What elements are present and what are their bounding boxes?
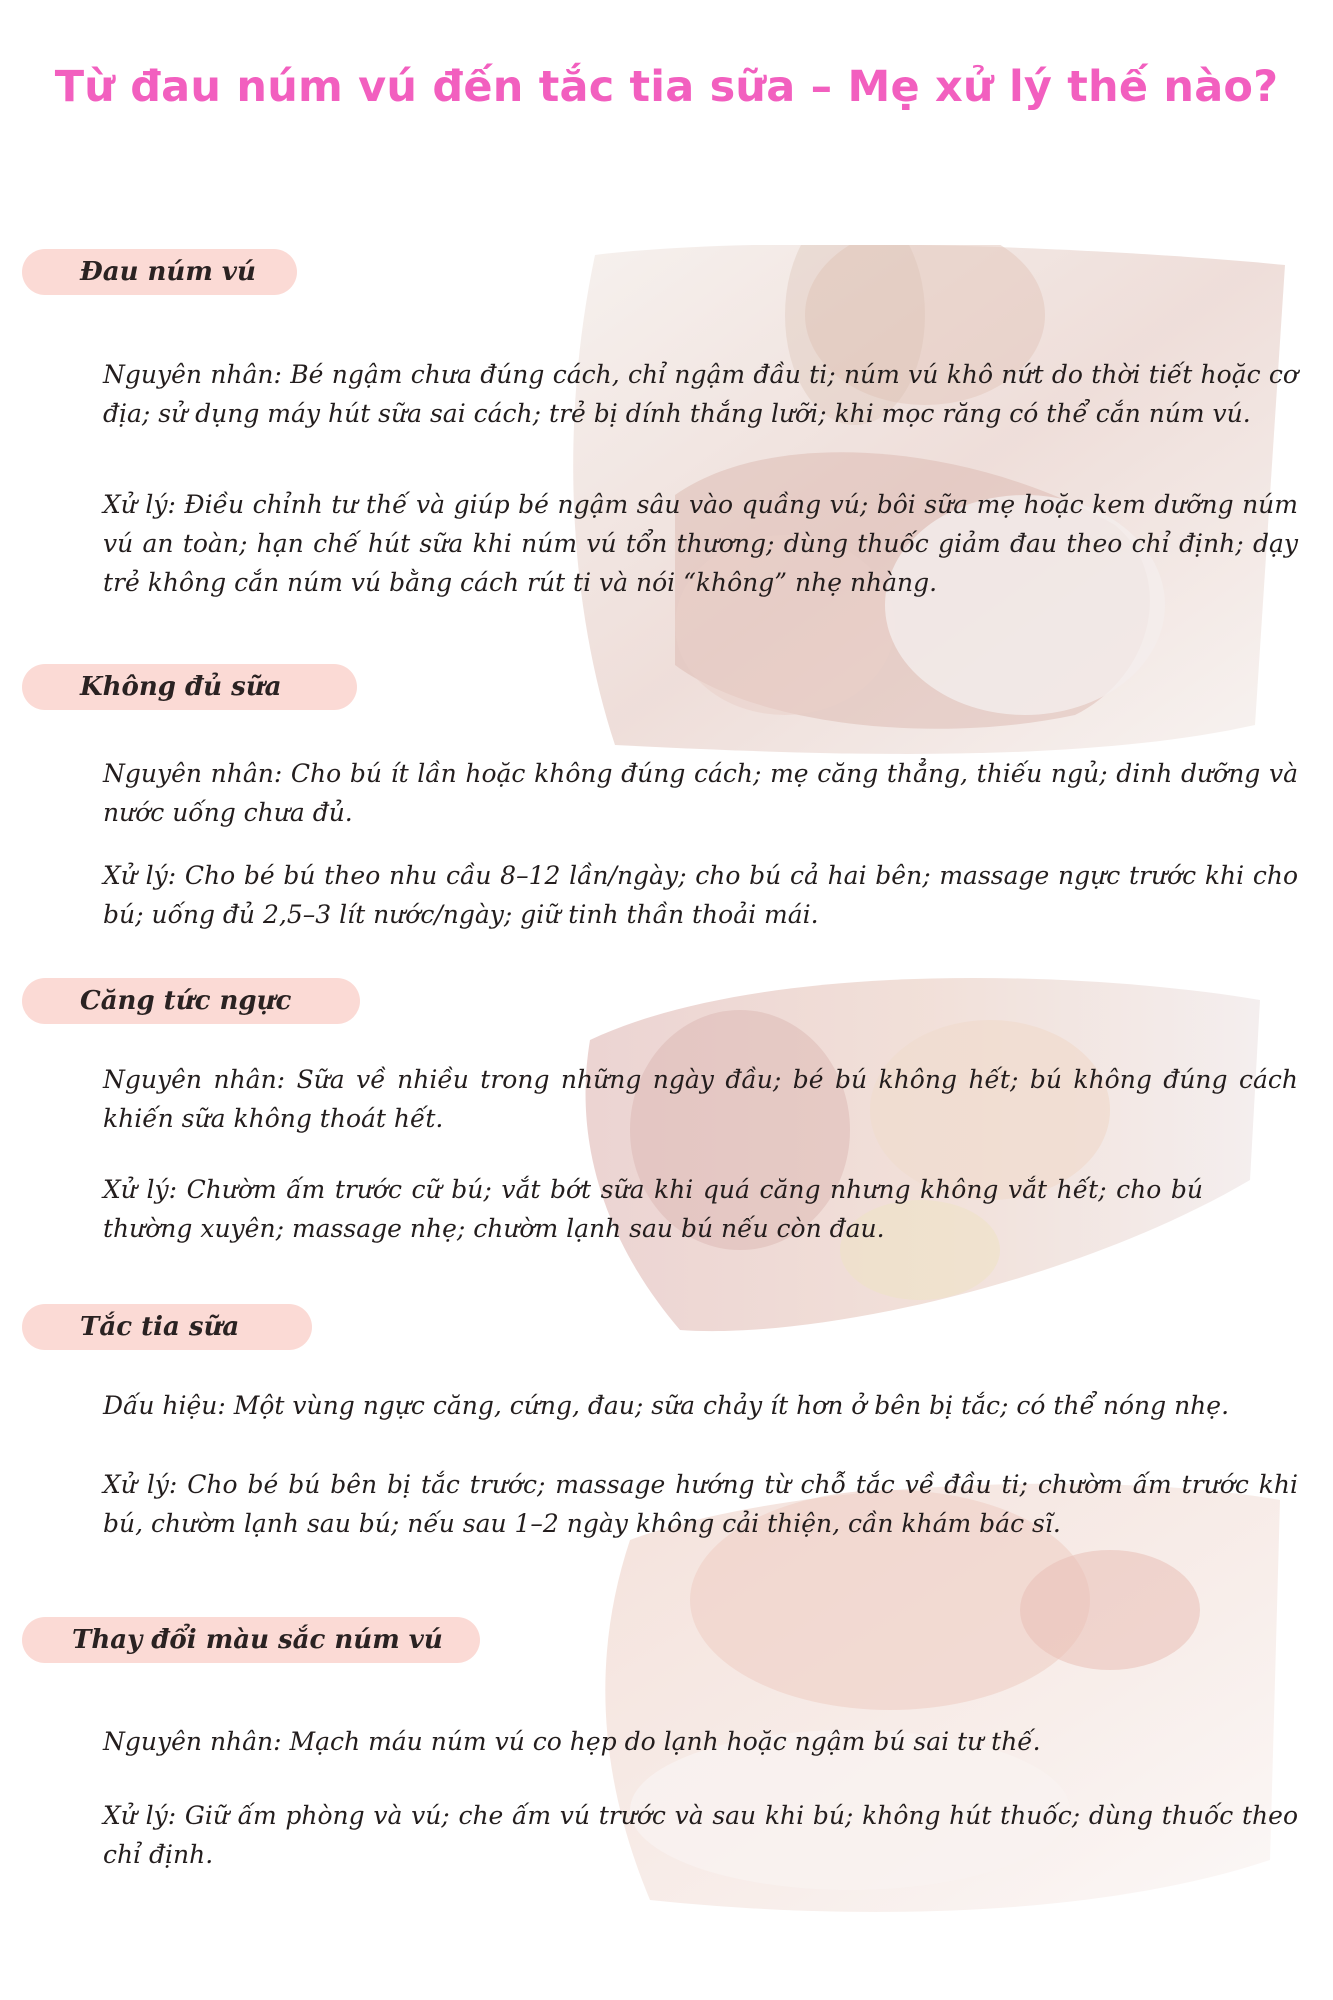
baby-breastfeeding-closeup-photo <box>560 960 1280 1340</box>
section-cause-text: Nguyên nhân: Cho bú ít lần hoặc không đúng cách; mẹ căng thẳng, thiếu ngủ; dinh dưỡng và nước uống chưa đủ. <box>103 759 1298 827</box>
section-heading-pill <box>22 1617 480 1663</box>
section-heading-pill <box>22 249 297 295</box>
section-cause-text: Nguyên nhân: Mạch máu núm vú co hẹp do lạnh hoặc ngậm bú sai tư thế. <box>103 1727 1041 1756</box>
section-heading: Đau núm vú <box>80 257 256 287</box>
section-sign-text: Dấu hiệu: Một vùng ngực căng, cứng, đau; sữa chảy ít hơn ở bên bị tắc; có thể nóng nhẹ. <box>103 1391 1230 1420</box>
section-treatment-text: Xử lý: Cho bé bú theo nhu cầu 8–12 lần/ngày; cho bú cả hai bên; massage ngực trước khi cho bú; uống đủ 2,5–3 lít nước/ngày; giữ tinh thần thoải mái. <box>103 861 1298 929</box>
section-heading-pill <box>22 978 360 1024</box>
section-heading: Không đủ sữa <box>80 672 282 702</box>
page-title: Từ đau núm vú đến tắc tia sữa – Mẹ xử lý thế nào? <box>54 62 1279 112</box>
section-heading-pill <box>22 664 357 710</box>
section-heading: Tắc tia sữa <box>80 1312 240 1342</box>
section-heading-pill <box>22 1304 312 1350</box>
section-treatment-text: Xử lý: Cho bé bú bên bị tắc trước; massage hướng từ chỗ tắc về đầu ti; chườm ấm trước khi bú, chườm lạnh sau bú; nếu sau 1–2 ngày không cải thiện, cần khám bác sĩ. <box>103 1470 1298 1538</box>
section-treatment-text: Xử lý: Chườm ấm trước cữ bú; vắt bớt sữa khi quá căng nhưng không vắt hết; cho bú thường xuyên; massage nhẹ; chườm lạnh sau bú nếu còn đau. <box>103 1175 1203 1243</box>
section-treatment-text: Xử lý: Điều chỉnh tư thế và giúp bé ngậm sâu vào quầng vú; bôi sữa mẹ hoặc kem dưỡng núm vú an toàn; hạn chế hút sữa khi núm vú tổn thương; dùng thuốc giảm đau theo chỉ định; dạy trẻ không cắn núm vú bằng cách rút ti và nói “không” nhẹ nhàng. <box>103 490 1298 597</box>
section-treatment-text: Xử lý: Giữ ấm phòng và vú; che ấm vú trước và sau khi bú; không hút thuốc; dùng thuốc theo chỉ định. <box>103 1801 1298 1869</box>
section-cause-text: Nguyên nhân: Bé ngậm chưa đúng cách, chỉ ngậm đầu ti; núm vú khô nứt do thời tiết hoặc cơ địa; sử dụng máy hút sữa sai cách; trẻ bị dính thắng lưỡi; khi mọc răng có thể cắn núm vú. <box>103 360 1298 428</box>
section-heading: Thay đổi màu sắc núm vú <box>72 1625 443 1655</box>
section-cause-text: Nguyên nhân: Sữa về nhiều trong những ngày đầu; bé bú không hết; bú không đúng cách khiến sữa không thoát hết. <box>103 1065 1298 1133</box>
section-heading: Căng tức ngực <box>80 986 292 1016</box>
